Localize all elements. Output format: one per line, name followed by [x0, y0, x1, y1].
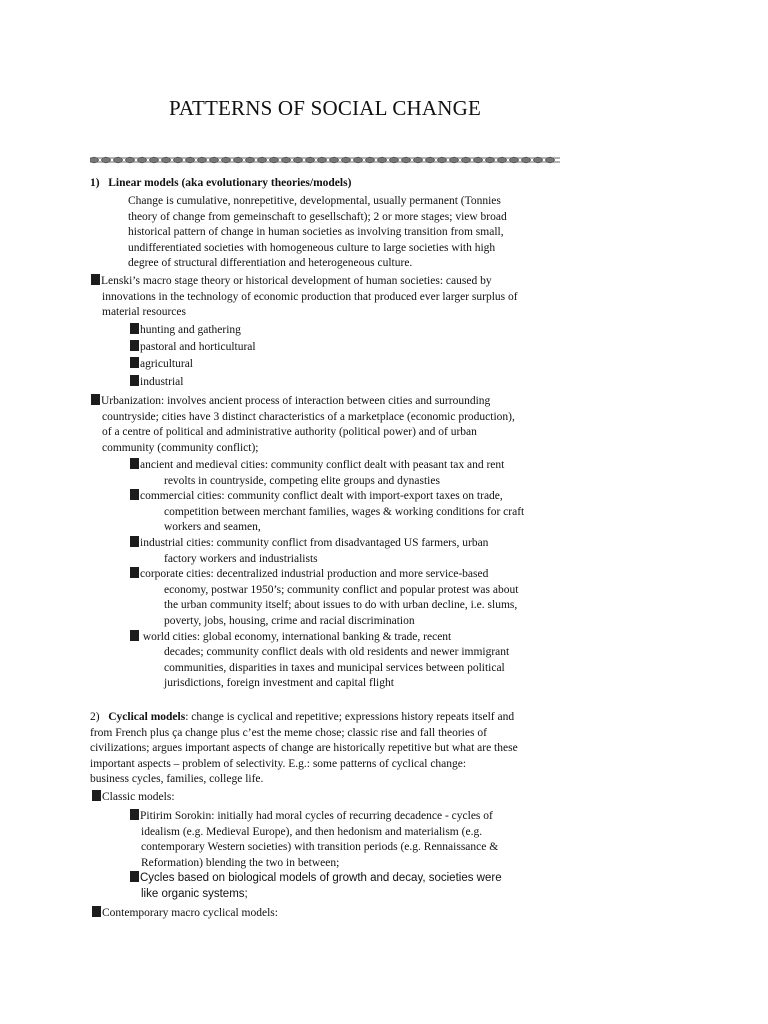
intro-line: degree of structural differentiation and heterogeneous culture. — [128, 257, 413, 270]
bullet-icon — [130, 809, 139, 820]
bullet-icon — [130, 357, 139, 368]
urbanization-paragraph — [91, 394, 515, 456]
biological-cycles-item: Cycles based on biological models of growth and decay, societies were like organic systems; — [130, 871, 502, 902]
bullet-icon — [130, 340, 139, 351]
section-1-intro — [128, 194, 507, 272]
bullet-icon — [130, 375, 139, 386]
section-2-paragraph: 2) Cyclical models: change is cyclical and repetitive; expressions history repeats itself and from French plus ça change plus c’est the meme chose; classic rise and fall theories of civilizations; argues important aspects of change are historically repetitive but what are these important aspects – problem of selectivity. E.g.: some patterns of cyclical change: business cycles, families, college life. — [90, 710, 518, 788]
lenski-line: Lenski’s macro stage theory or historical development of human societies: caused by — [101, 275, 492, 287]
urbanization-line: Urbanization: involves ancient process of interaction between cities and surrounding — [101, 395, 491, 407]
stage-item: agricultural — [130, 356, 256, 373]
section-1-title: Linear models (aka evolutionary theories/models) — [108, 177, 352, 189]
bullet-icon — [130, 536, 139, 547]
stage-item: hunting and gathering — [130, 322, 256, 339]
intro-line: historical pattern of change in human societies as involving transition from small, — [128, 226, 504, 239]
bullet-icon — [92, 790, 101, 801]
urbanization-line: community (community conflict); — [102, 441, 259, 454]
city-item-industrial: industrial cities: community conflict from disadvantaged US farmers, urban factory workers and industrialists — [130, 536, 524, 567]
stage-item: pastoral and horticultural — [130, 339, 256, 356]
lenski-line: material resources — [102, 306, 186, 319]
section-2-line: business cycles, families, college life. — [90, 773, 264, 786]
lenski-paragraph — [91, 274, 518, 321]
section-2-number: 2) — [90, 711, 100, 723]
section-1-heading — [90, 176, 351, 192]
section-2-title: Cyclical models — [108, 711, 186, 723]
decorative-divider — [90, 153, 560, 167]
section-2-line: important aspects – problem of selectivity. E.g.: some patterns of cyclical change: — [90, 757, 467, 770]
urbanization-line: of a centre of political and administrative authority (political power) and of urban — [102, 426, 477, 439]
bullet-icon — [130, 567, 139, 578]
bullet-icon — [130, 630, 139, 641]
urbanization-line: countryside; cities have 3 distinct characteristics of a marketplace (economic production), — [102, 410, 515, 423]
bullet-icon — [130, 871, 139, 882]
lenski-line: innovations in the technology of economic production that produced ever larger surplus of — [102, 290, 518, 303]
classic-models-label: Classic models: — [92, 790, 175, 806]
stage-item: industrial — [130, 374, 256, 391]
lenski-stages — [130, 322, 256, 391]
bullet-icon — [130, 458, 139, 469]
bullet-icon — [92, 906, 101, 917]
city-item-corporate: corporate cities: decentralized industrial production and more service-based economy, postwar 1950’s; community conflict and popular protest was about the urban community itself; about issues to do with urban decline, i.e. slums, poverty, jobs, housing, crime and racial discrimination — [130, 567, 524, 629]
bullet-icon — [91, 394, 100, 405]
bullet-icon — [130, 323, 139, 334]
section-2-line: from French plus ça change plus c’est the meme chose; classic rise and fall theories of — [90, 726, 487, 739]
city-types — [130, 458, 524, 692]
city-item-world: world cities: global economy, international banking & trade, recent decades; community conflict deals with old residents and newer immigrant communities, disparities in taxes and municipal services between political jurisdictions, foreign investment and capital flight — [130, 630, 524, 692]
city-item-commercial: commercial cities: community conflict dealt with import-export taxes on trade, competition between merchant families, wages & working conditions for craft workers and seamen, — [130, 489, 524, 536]
city-item-ancient: ancient and medieval cities: community conflict dealt with peasant tax and rent revolts in countryside, competing elite groups and dynasties — [130, 458, 524, 489]
intro-line: Change is cumulative, nonrepetitive, developmental, usually permanent (Tonnies — [128, 195, 501, 207]
contemporary-models-label: Contemporary macro cyclical models: — [92, 906, 278, 922]
section-2-line: civilizations; argues important aspects of change are historically repetitive but what are these — [90, 742, 518, 755]
bullet-icon — [130, 489, 139, 500]
intro-line: theory of change from gemeinschaft to gesellschaft); 2 or more stages; view broad — [128, 210, 507, 223]
sorokin-item: Pitirim Sorokin: initially had moral cycles of recurring decadence - cycles of idealism (e.g. Medieval Europe), and then hedonism and materialism (e.g. contemporary Western societies) with transition periods (e.g. Rennaissance & Reformation) blending the two in between; — [130, 809, 498, 871]
section-1-number: 1) — [90, 177, 100, 189]
intro-line: undifferentiated societies with homogeneous culture to large societies with high — [128, 241, 496, 254]
bullet-icon — [91, 274, 100, 285]
page-title: PATTERNS OF SOCIAL CHANGE — [168, 96, 482, 120]
